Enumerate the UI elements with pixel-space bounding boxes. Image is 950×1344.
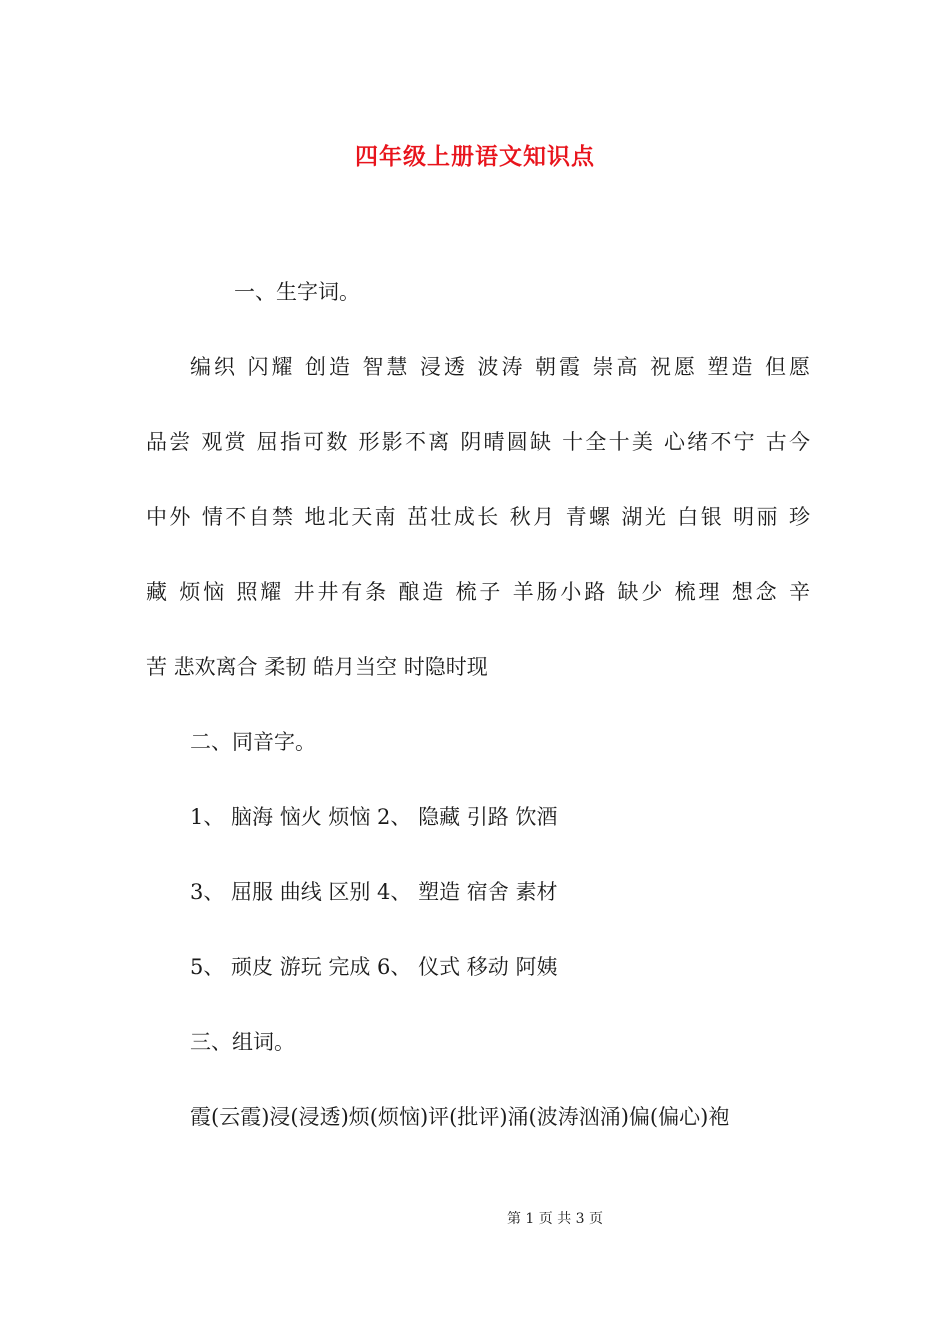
homophone-line: 3、 屈服 曲线 区别 4、 塑造 宿舍 素材 xyxy=(190,880,558,904)
word-forming-line: 霞(云霞)浸(浸透)烦(烦恼)评(批评)涌(波涛汹涌)偏(偏心)袍 xyxy=(190,1105,730,1129)
section-heading-vocabulary: 一、生字词。 xyxy=(234,280,360,304)
section-heading-homophones: 二、同音字。 xyxy=(190,730,316,754)
page-footer: 第 1 页 共 3 页 xyxy=(506,1211,604,1227)
vocabulary-line: 中外 情不自禁 地北天南 茁壮成长 秋月 青螺 湖光 白银 明丽 珍 xyxy=(146,505,810,529)
homophone-line: 5、 顽皮 游玩 完成 6、 仪式 移动 阿姨 xyxy=(190,955,558,979)
vocabulary-line: 藏 烦恼 照耀 井井有条 酿造 梳子 羊肠小路 缺少 梳理 想念 辛 xyxy=(146,580,810,604)
vocabulary-line: 苦 悲欢离合 柔韧 皓月当空 时隐时现 xyxy=(146,655,488,679)
vocabulary-line: 品尝 观赏 屈指可数 形影不离 阴晴圆缺 十全十美 心绪不宁 古今 xyxy=(146,430,810,454)
homophone-line: 1、 脑海 恼火 烦恼 2、 隐藏 引路 饮酒 xyxy=(190,805,558,829)
document-body xyxy=(146,255,810,1155)
section-heading-word-forming: 三、组词。 xyxy=(190,1030,295,1054)
document-title: 四年级上册语文知识点 xyxy=(355,143,595,170)
vocabulary-line: 编织 闪耀 创造 智慧 浸透 波涛 朝霞 崇高 祝愿 塑造 但愿 xyxy=(190,355,810,379)
